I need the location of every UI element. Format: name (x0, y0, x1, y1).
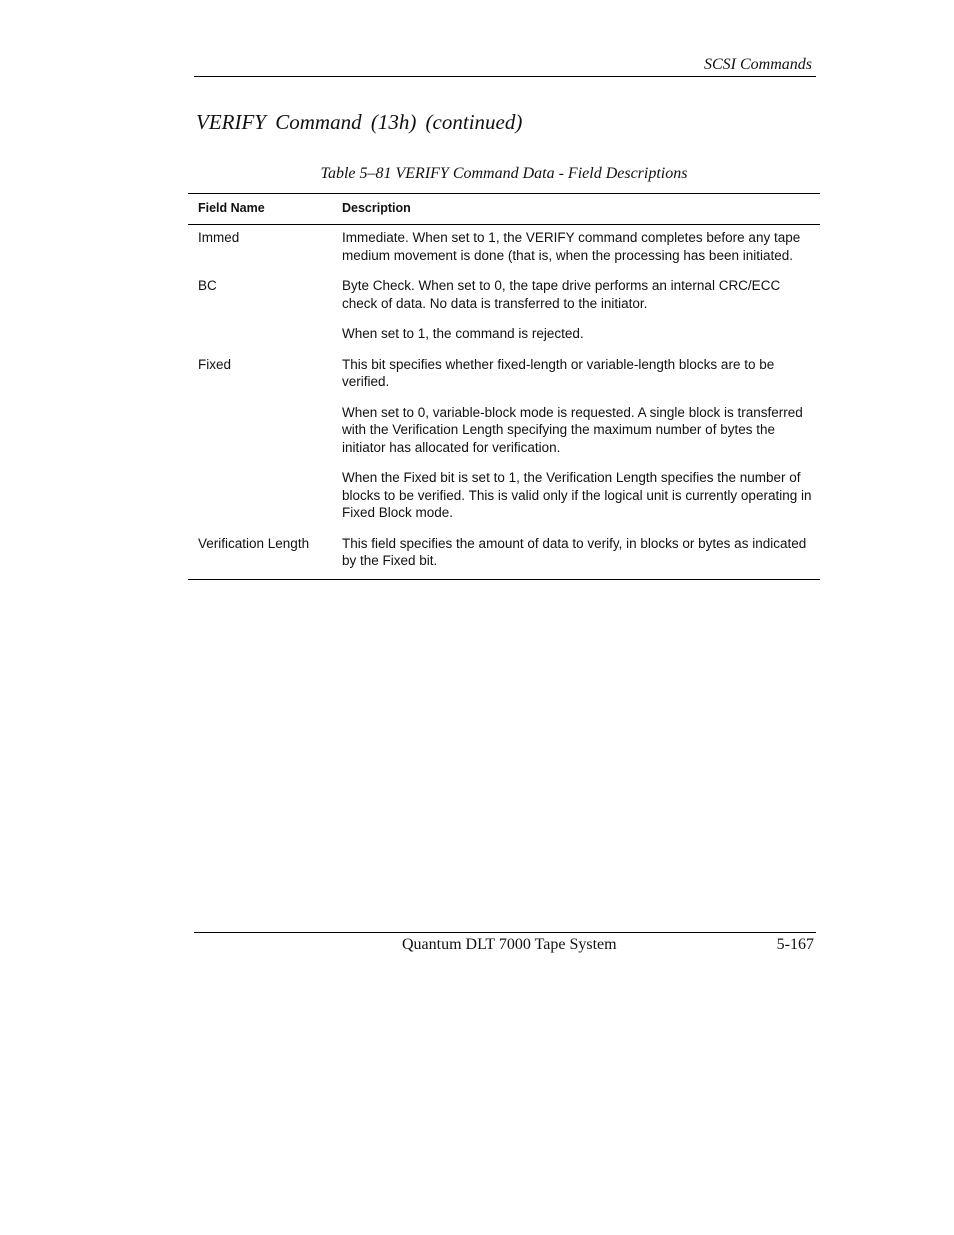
field-name-cell: Immed (198, 230, 240, 245)
field-name-cell: Fixed (198, 356, 232, 372)
description-cell (342, 229, 820, 277)
description-cell (342, 535, 820, 570)
description-paragraph: When set to 1, the command is rejected. (342, 326, 584, 341)
description-paragraph: When the Fixed bit is set to 1, the Verification Length specifies the number of blocks to be verified. This is valid only if the logical unit is currently operating in Fixed Block mode. (342, 470, 812, 520)
column-header-description: Description (342, 201, 411, 216)
description-paragraph: When set to 0, variable-block mode is requested. A single block is transferred with the Verification Length specifying the maximum number of bytes the initiator has allocated for verification. (342, 404, 803, 455)
field-descriptions-table (188, 193, 820, 580)
field-name-cell: Verification Length (198, 535, 310, 551)
table-body (188, 225, 820, 579)
footer-page-number: 5-167 (776, 936, 814, 953)
table-row-bc (188, 277, 820, 356)
running-header (194, 54, 816, 77)
table-row-fixed (188, 356, 820, 535)
description-paragraph: Immediate. When set to 1, the VERIFY command completes before any tape medium movement is done (that is, when the processing has been initiated. (342, 230, 801, 263)
description-paragraph: Byte Check. When set to 0, the tape drive performs an internal CRC/ECC check of data. No data is transferred to the initiator. (342, 278, 781, 311)
running-header-title: SCSI Commands (703, 56, 812, 73)
table-header-row (188, 194, 820, 225)
footer-document-title: Quantum DLT 7000 Tape System (402, 936, 617, 953)
section-title: VERIFY Command (13h) (continued) (196, 110, 523, 134)
description-cell (342, 356, 820, 535)
table-row-immed (188, 229, 820, 277)
field-name-cell: BC (198, 278, 217, 293)
description-paragraph: This field specifies the amount of data to verify, in blocks or bytes as indicated by the Fixed bit. (342, 535, 807, 568)
column-header-field-name: Field Name (198, 201, 265, 216)
table-caption: Table 5–81 VERIFY Command Data - Field Descriptions (320, 165, 688, 182)
running-footer (194, 932, 816, 953)
description-paragraph: This bit specifies whether fixed-length or variable-length blocks are to be verified. (342, 356, 775, 389)
description-cell (342, 277, 820, 356)
table-row-verification-length (188, 535, 820, 570)
